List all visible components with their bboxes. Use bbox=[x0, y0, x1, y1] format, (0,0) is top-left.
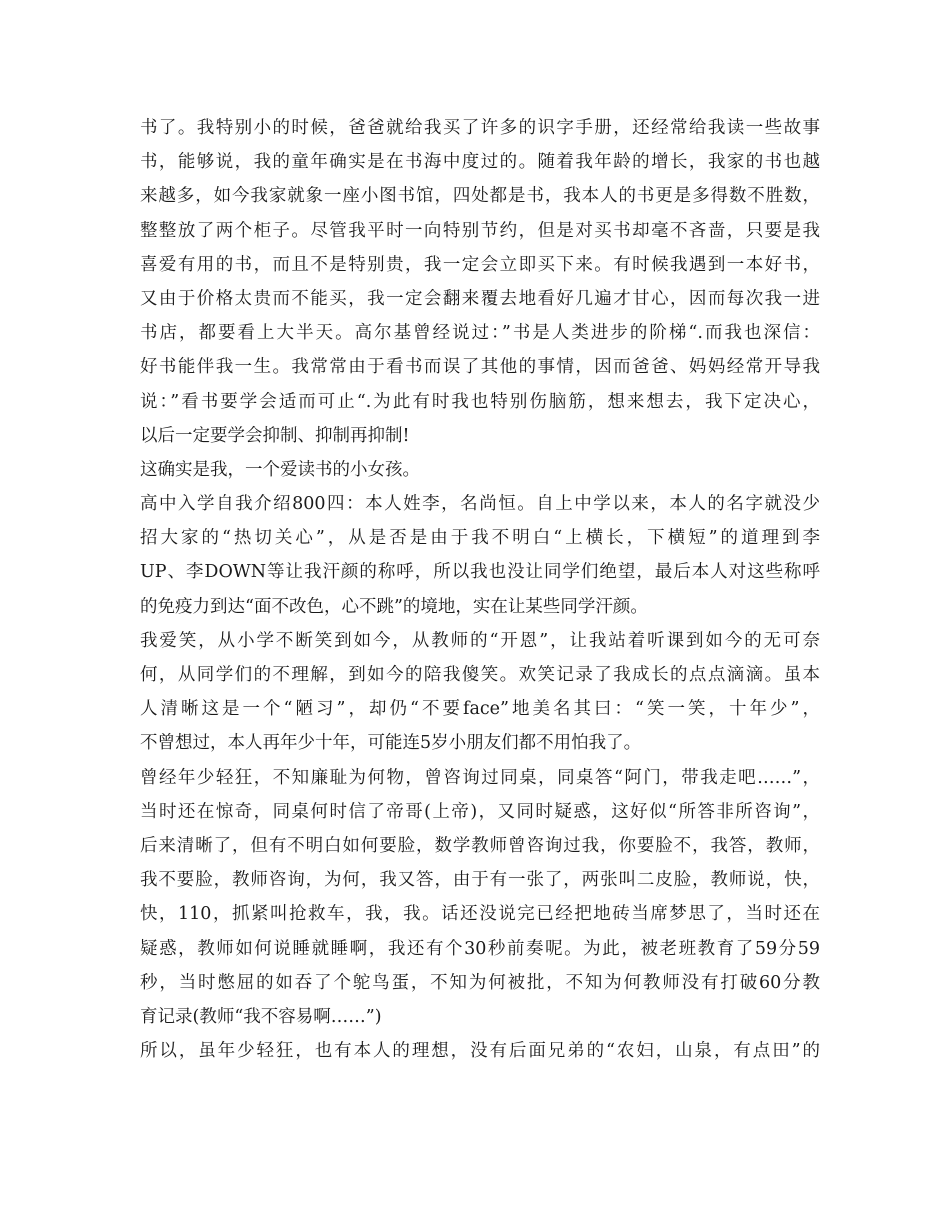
text-line: 以后一定要学会抑制、抑制再抑制! bbox=[140, 425, 410, 446]
text-line: UP、李DOWN等让我汗颜的称呼，所以我也没让同学们绝望，最后本人对这些称呼 bbox=[140, 562, 820, 583]
text-line: 高中入学自我介绍800四：本人姓李，名尚恒。自上中学以来，本人的名字就没少 bbox=[140, 494, 820, 515]
text-line: 曾经年少轻狂，不知廉耻为何物，曾咨询过同桌，同桌答“阿门，带我走吧……”， bbox=[140, 767, 820, 788]
text-line: 这确实是我，一个爱读书的小女孩。 bbox=[140, 459, 420, 480]
text-line: 喜爱有用的书，而且不是特别贵，我一定会立即买下来。有时候我遇到一本好书， bbox=[140, 254, 820, 275]
text-line: 快，110，抓紧叫抢救车，我，我。话还没说完已经把地砖当席梦思了，当时还在 bbox=[140, 904, 820, 925]
text-line: 何，从同学们的不理解，到如今的陪我傻笑。欢笑记录了我成长的点点滴滴。虽本 bbox=[140, 665, 820, 685]
text-line: 人清晰这是一个“陋习”，却仍“不要face”地美名其曰：“笑一笑，十年少”， bbox=[140, 699, 820, 720]
text-line: 书，能够说，我的童年确实是在书海中度过的。随着我年龄的增长，我家的书也越 bbox=[140, 152, 820, 173]
text-line: 育记录(教师“我不容易啊……”) bbox=[140, 1006, 382, 1027]
text-line: 我爱笑，从小学不断笑到如今，从教师的“开恩”，让我站着听课到如今的无可奈 bbox=[140, 630, 820, 651]
text-line: 来越多，如今我家就象一座小图书馆，四处都是书，我本人的书更是多得数不胜数， bbox=[140, 186, 820, 207]
text-line: 好书能伴我一生。我常常由于看书而误了其他的事情，因而爸爸、妈妈经常开导我 bbox=[140, 357, 820, 378]
text-line: 秒，当时憋屈的如吞了个鸵鸟蛋，不知为何被批，不知为何教师没有打破60分教 bbox=[140, 972, 820, 993]
text-line: 说：”看书要学会适而可止“.为此有时我也特别伤脑筋，想来想去，我下定决心， bbox=[140, 391, 820, 412]
text-line: 整整放了两个柜子。尽管我平时一向特别节约，但是对买书却毫不吝啬，只要是我 bbox=[140, 220, 820, 241]
text-line: 我不要脸，教师咨询，为何，我又答，由于有一张了，两张叫二皮脸，教师说，快， bbox=[140, 870, 820, 891]
document-body bbox=[140, 111, 820, 1068]
text-line: 所以，虽年少轻狂，也有本人的理想，没有后面兄弟的“农妇，山泉，有点田”的 bbox=[140, 1041, 820, 1062]
text-line: 的免疫力到达“面不改色，心不跳”的境地，实在让某些同学汗颜。 bbox=[140, 596, 648, 617]
text-line: 又由于价格太贵而不能买，我一定会翻来覆去地看好几遍才甘心，因而每次我一进 bbox=[140, 288, 820, 309]
text-line: 疑惑，教师如何说睡就睡啊，我还有个30秒前奏呢。为此，被老班教育了59分59 bbox=[140, 938, 820, 959]
text-line: 招大家的“热切关心”，从是否是由于我不明白“上横长，下横短”的道理到李 bbox=[140, 528, 820, 549]
text-line: 后来清晰了，但有不明白如何要脸，数学教师曾咨询过我，你要脸不，我答，教师， bbox=[140, 835, 820, 856]
text-line: 书店，都要看上大半天。高尔基曾经说过：”书是人类进步的阶梯“.而我也深信： bbox=[140, 323, 820, 344]
text-line: 不曾想过，本人再年少十年，可能连5岁小朋友们都不用怕我了。 bbox=[140, 733, 642, 754]
text-line: 书了。我特别小的时候，爸爸就给我买了许多的识字手册，还经常给我读一些故事 bbox=[140, 118, 820, 138]
text-line: 当时还在惊奇，同桌何时信了帝哥(上帝)，又同时疑惑，这好似“所答非所咨询”， bbox=[140, 801, 820, 822]
